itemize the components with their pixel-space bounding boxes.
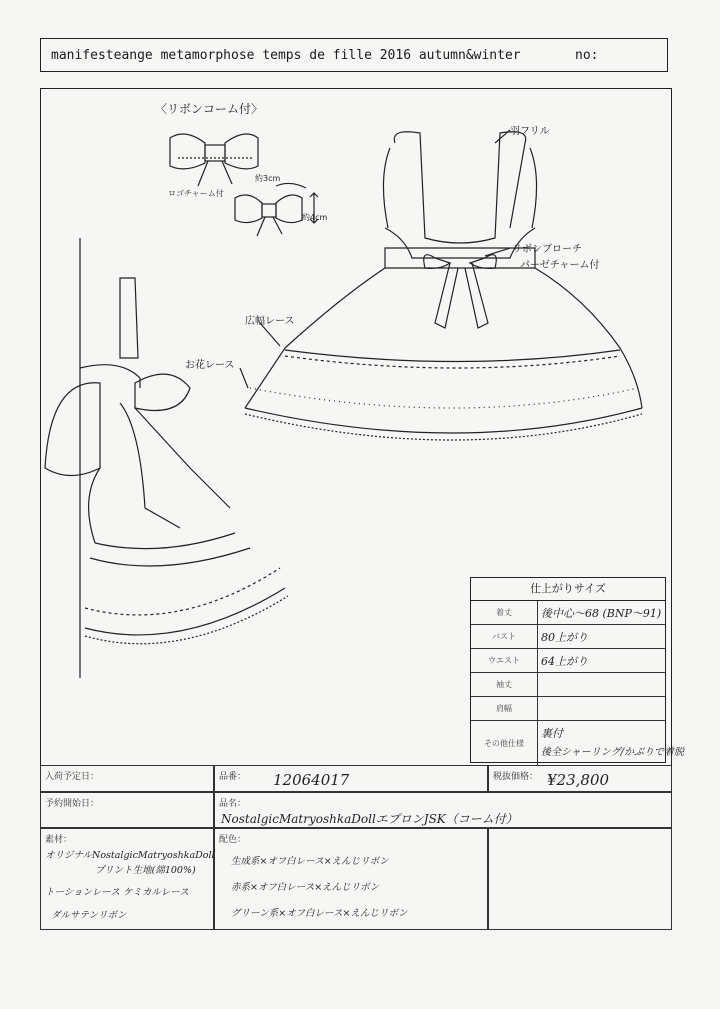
size-label: 着丈 (471, 601, 538, 624)
size-row-length (471, 601, 665, 625)
blank-cell (488, 828, 672, 930)
wide-lace-note: 広幅レース (245, 316, 295, 327)
ribbon-comb-note: 〈リボンコーム付〉 (155, 102, 264, 116)
name-value: NostalgicMatryoshkaDollエプロンJSK（コーム付） (221, 812, 518, 826)
height-note: 約4cm (302, 213, 328, 222)
leader-flower-lace (240, 368, 248, 388)
size-row-waist (471, 649, 665, 673)
item-no-value: 12064017 (273, 771, 350, 789)
ribbon-brooch-note: リボンブローチ (512, 244, 582, 255)
size-value-2: 後全シャーリング/かぶりで着脱 (541, 747, 684, 758)
collection-title: manifesteange metamorphose temps de fille 2016 autumn&winter (51, 48, 521, 63)
size-value: 80上がり (541, 631, 588, 644)
size-row-bust (471, 625, 665, 649)
number-label: no: (575, 48, 599, 63)
size-row-shoulder (471, 697, 665, 721)
item-no-label: 品番： (219, 771, 247, 781)
size-value: 後中心～68 (BNP～91) (541, 607, 662, 620)
price-label: 税抜価格： (493, 771, 539, 781)
width-note: 約3cm (255, 174, 281, 183)
leader-ribbon-brooch (485, 248, 510, 256)
material-label: 素材： (45, 834, 73, 844)
paste-charm-note: パーゼチャーム付 (520, 260, 600, 271)
ribbon-comb-sketch-2 (235, 183, 318, 236)
size-label: バスト (471, 625, 538, 648)
color-line: 生成系×オフ白レース×えんじリボン (231, 856, 389, 867)
dress-front-sketch (245, 132, 642, 440)
name-label: 品名： (219, 798, 247, 808)
material-line: プリント生地(綿100%) (95, 865, 196, 876)
price-value: ¥23,800 (547, 771, 610, 789)
ribbon-comb-sketch-1 (170, 134, 258, 186)
size-row-sleeve (471, 673, 665, 697)
size-label: ウエスト (471, 649, 538, 672)
arrival-cell (40, 765, 214, 792)
size-label: その他仕様 (471, 721, 538, 766)
reservation-label: 予約開始日： (45, 798, 100, 808)
flower-lace-note: お花レース (185, 360, 235, 371)
size-row-other (471, 721, 684, 766)
color-line: グリーン系×オフ白レース×えんじリボン (231, 908, 408, 919)
material-cell (40, 828, 214, 930)
size-value: 裏付 (541, 727, 563, 740)
finished-size-table (470, 577, 684, 763)
reservation-cell (40, 792, 214, 828)
material-line: オリジナルNostalgicMatryoshkaDoll (45, 850, 215, 861)
feather-frill-note: 羽フリル (510, 126, 550, 137)
arrival-label: 入荷予定日： (45, 771, 100, 781)
size-label: 袖丈 (471, 673, 538, 696)
header-bar (40, 38, 668, 72)
name-cell (214, 792, 672, 828)
item-no-cell (214, 765, 488, 792)
material-line: トーションレース ケミカルレース (45, 887, 189, 898)
size-label: 肩幅 (471, 697, 538, 720)
color-label: 配色： (219, 834, 247, 844)
leader-feather-frill (495, 130, 510, 143)
size-table-title: 仕上がりサイズ (471, 578, 665, 601)
price-cell (488, 765, 672, 792)
logo-charm-note: ロゴチャーム付 (168, 189, 224, 198)
dress-side-sketch (45, 238, 288, 678)
size-value: 64上がり (541, 655, 588, 668)
color-cell (214, 828, 488, 930)
product-info-grid (40, 765, 672, 930)
color-line: 赤系×オフ白レース×えんじリボン (231, 882, 380, 893)
material-line: ダルサテンリボン (51, 910, 127, 921)
